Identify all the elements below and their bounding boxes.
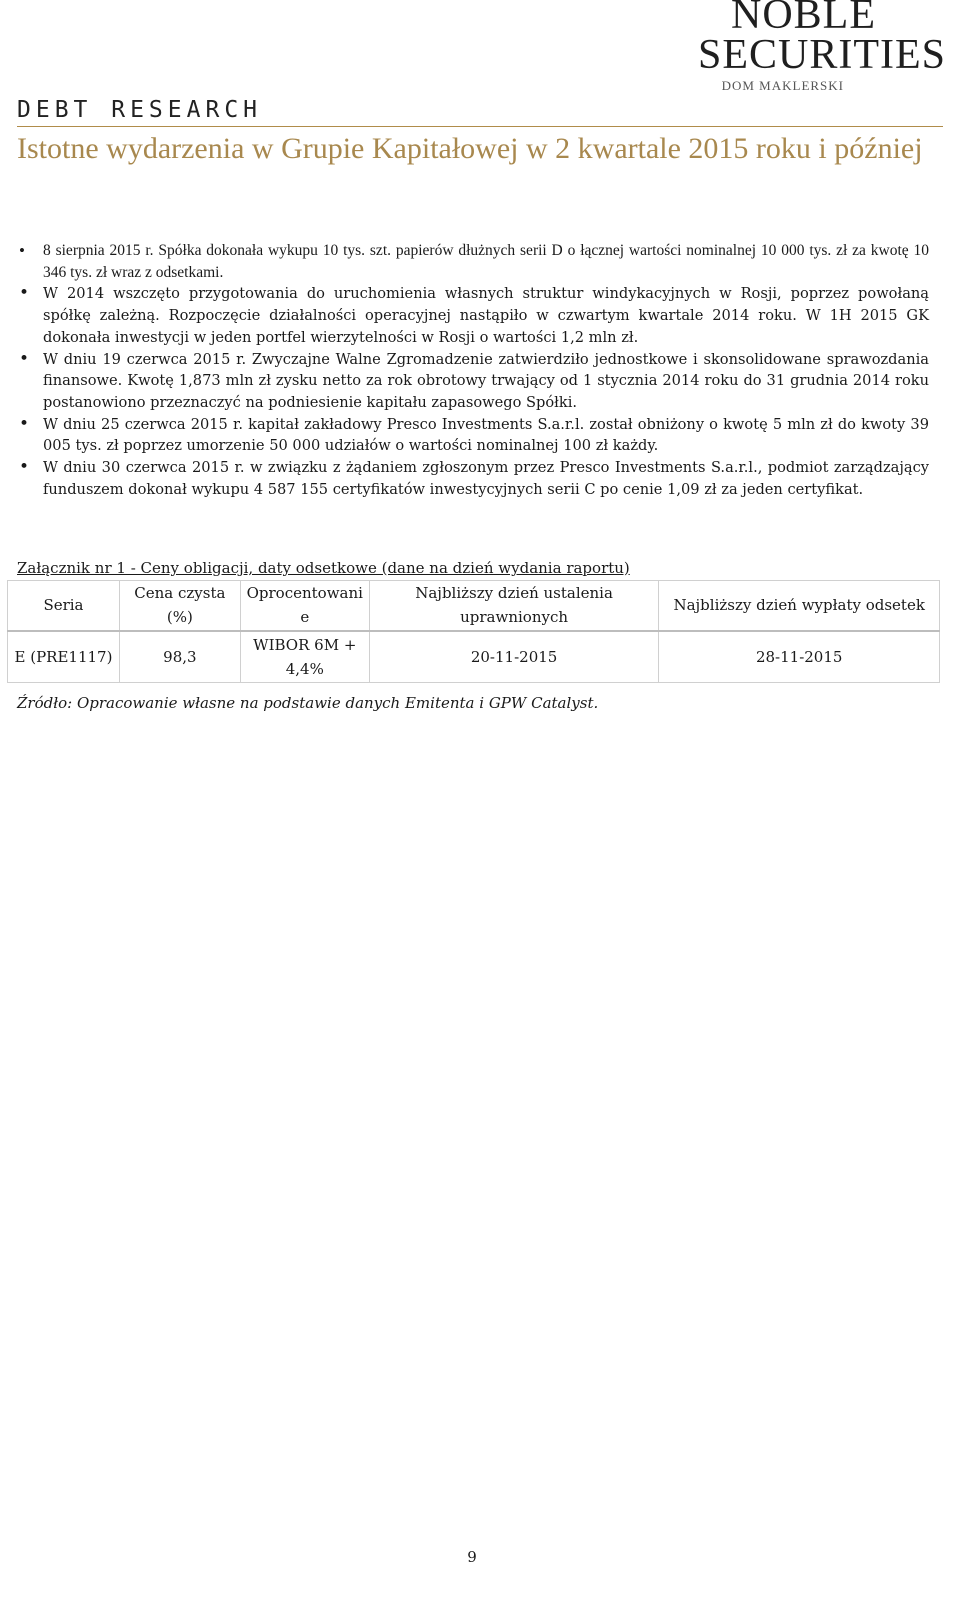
cell-record-date: 20-11-2015 <box>369 631 659 683</box>
appendix-title: Załącznik nr 1 - Ceny obligacji, daty odsetkowe (dane na dzień wydania raportu) <box>17 559 630 577</box>
source-note: Źródło: Opracowanie własne na podstawie danych Emitenta i GPW Catalyst. <box>17 694 599 712</box>
header-divider <box>17 126 943 127</box>
column-header-series: Seria <box>8 581 120 631</box>
event-item: • W 2014 wszczęto przygotowania do uruchomienia własnych struktur windykacyjnych w Rosji, poprzez powołaną spółkę zależną. Rozpoczęcie działalności operacyjnej nastąpiło w czwartym kwartale 2014 roku. W 1H 2015 GK dokonała inwestycji w jeden portfel wierzytelności w Rosji o wartości 1,2 mln zł. <box>17 283 929 348</box>
page-number: 9 <box>467 1548 477 1566</box>
column-header-clean-price: Cena czysta (%) <box>119 581 240 631</box>
cell-payment-date: 28-11-2015 <box>659 631 940 683</box>
cell-interest-rate: WIBOR 6M + 4,4% <box>240 631 369 683</box>
column-header-record-date: Najbliższy dzień ustalenia uprawnionych <box>369 581 659 631</box>
cell-series: E (PRE1117) <box>8 631 120 683</box>
logo-subtitle: DOM MAKLERSKI <box>721 78 844 93</box>
event-item: • 8 sierpnia 2015 r. Spółka dokonała wykupu 10 tys. szt. papierów dłużnych serii D o łącznej wartości nominalnej 10 000 tys. zł za kwotę 10 346 tys. zł wraz z odsetkami. <box>17 240 929 283</box>
table-header-row <box>8 581 940 631</box>
column-header-interest-rate: Oprocentowani e <box>240 581 369 631</box>
page-title: Istotne wydarzenia w Grupie Kapitałowej w 2 kwartale 2015 roku i później <box>17 132 923 165</box>
section-label: DEBT RESEARCH <box>17 97 263 123</box>
logo-line-noble: NOBLE <box>731 0 876 38</box>
event-item: • W dniu 19 czerwca 2015 r. Zwyczajne Walne Zgromadzenie zatwierdziło jednostkowe i skonsolidowane sprawozdania finansowe. Kwotę 1,873 mln zł zysku netto za rok obrotowy trwający od 1 stycznia 2014 roku do 31 grudnia 2014 roku postanowiono przeznaczyć na podniesienie kapitału zapasowego Spółki. <box>17 349 929 414</box>
event-item: • W dniu 30 czerwca 2015 r. w związku z żądaniem zgłoszonym przez Presco Investments S.a.r.l., podmiot zarządzający funduszem dokonał wykupu 4 587 155 certyfikatów inwestycyjnych serii C po cenie 1,09 zł za jeden certyfikat. <box>17 457 929 500</box>
logo-line-securities: SECURITIES <box>697 32 946 78</box>
cell-clean-price: 98,3 <box>119 631 240 683</box>
event-item: • W dniu 25 czerwca 2015 r. kapitał zakładowy Presco Investments S.a.r.l. został obniżony o kwotę 5 mln zł do kwoty 39 005 tys. zł poprzez umorzenie 50 000 udziałów o wartości nominalnej 100 zł każdy. <box>17 414 929 457</box>
events-list <box>17 240 929 500</box>
table-row <box>8 631 940 683</box>
column-header-payment-date: Najbliższy dzień wypłaty odsetek <box>659 581 940 631</box>
noble-securities-logo <box>697 0 946 96</box>
bond-table <box>7 580 940 683</box>
